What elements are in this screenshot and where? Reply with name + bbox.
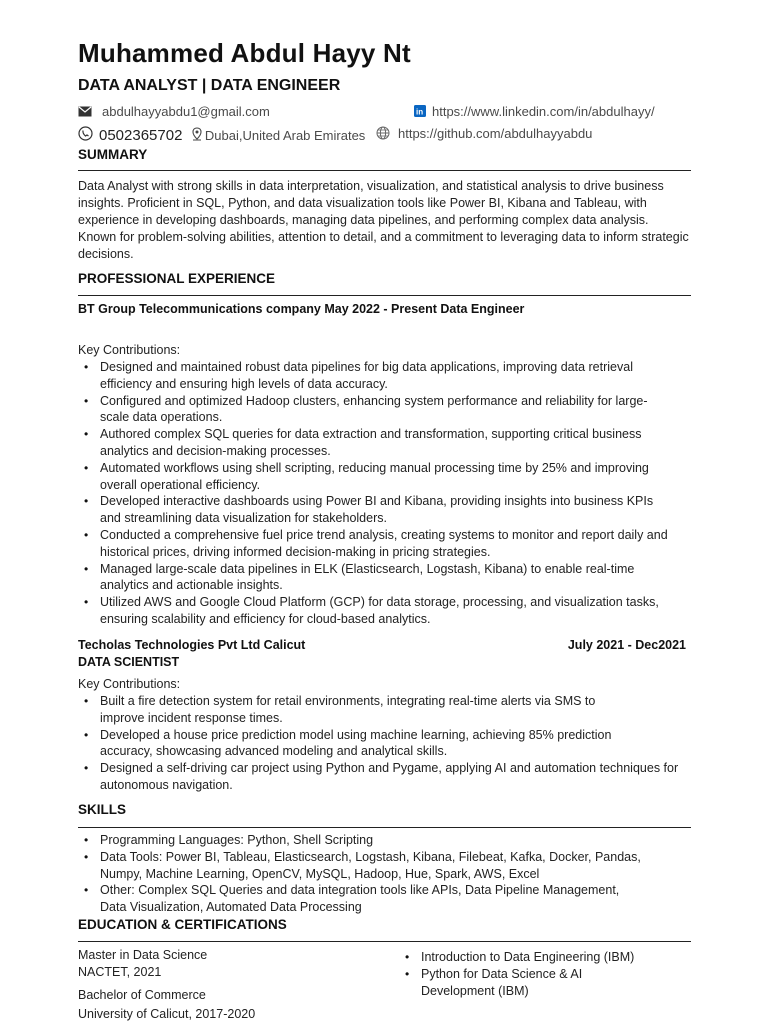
candidate-role: DATA ANALYST | DATA ENGINEER	[78, 77, 341, 94]
experience-divider	[78, 295, 691, 296]
list-item: • Configured and optimized Hadoop clusters, enhancing system performance and reliability for large-scale data operations.	[78, 393, 673, 427]
skills-list	[78, 832, 678, 916]
institution-1: NACTET, 2021	[78, 965, 162, 979]
phone-icon	[78, 126, 93, 146]
list-item: • Developed interactive dashboards using Power BI and Kibana, providing insights into business KPIs and streamlining data visualization for stakeholders.	[78, 493, 673, 527]
list-item: • Programming Languages: Python, Shell Scripting	[78, 832, 678, 849]
list-item: • Managed large-scale data pipelines in ELK (Elasticsearch, Logstash, Kibana) to enable real-time analytics and actionable insights.	[78, 561, 673, 595]
email-contact	[78, 104, 270, 120]
list-item: • Python for Data Science & AI Development (IBM)	[399, 966, 659, 1000]
list-item: • Built a fire detection system for retail environments, integrating real-time alerts via SMS to improve incident response times.	[78, 693, 688, 727]
list-item: • Utilized AWS and Google Cloud Platform (GCP) for data storage, processing, and visualization tasks, ensuring scalability and efficiency for cloud-based analytics.	[78, 594, 673, 628]
list-item: • Designed a self-driving car project using Python and Pygame, applying AI and automation techniques for autonomous navigation.	[78, 760, 688, 794]
list-item: • Designed and maintained robust data pipelines for big data applications, improving data retrieval efficiency and ensuring high levels of data accuracy.	[78, 359, 673, 393]
job2-dates: July 2021 - Dec2021	[567, 638, 686, 652]
job2-company: Techolas Technologies Pvt Ltd Calicut	[78, 638, 306, 652]
list-item: • Developed a house price prediction model using machine learning, achieving 85% prediction accuracy, showcasing advanced modeling and analytical skills.	[78, 727, 688, 761]
education-heading: EDUCATION & CERTIFICATIONS	[78, 917, 287, 932]
location: Dubai,United Arab Emirates	[204, 128, 366, 144]
svg-text:in: in	[416, 107, 424, 117]
list-item: • Automated workflows using shell scripting, reducing manual processing time by 25% and improving overall operational efficiency.	[78, 460, 673, 494]
skills-divider	[78, 827, 691, 828]
summary-heading: SUMMARY	[78, 147, 148, 162]
globe-icon	[376, 126, 390, 143]
candidate-name: Muhammed Abdul Hayy Nt	[78, 38, 411, 68]
job1-contributions-label: Key Contributions:	[78, 343, 181, 357]
linkedin-contact	[414, 104, 655, 120]
linkedin-link[interactable]: https://www.linkedin.com/in/abdulhayy/	[432, 104, 655, 119]
github-contact	[376, 126, 592, 143]
job2-contributions-list	[78, 693, 688, 794]
phone-number[interactable]: 0502365702	[99, 127, 183, 145]
certifications-list	[399, 949, 659, 999]
experience-heading: PROFESSIONAL EXPERIENCE	[78, 271, 276, 286]
location-pin-icon	[191, 127, 203, 146]
mail-icon	[78, 105, 92, 120]
list-item: • Other: Complex SQL Queries and data integration tools like APIs, Data Pipeline Management, Data Visualization, Automated Data Processing	[78, 882, 678, 916]
skills-heading: SKILLS	[78, 802, 127, 817]
list-item: • Data Tools: Power BI, Tableau, Elasticsearch, Logstash, Kibana, Filebeat, Kafka, Docker, Pandas, Numpy, Machine Learning, OpenCV, MySQL, Hadoop, Hue, Spark, AWS, Excel	[78, 849, 678, 883]
linkedin-icon	[414, 105, 426, 120]
contact-row-2	[78, 126, 365, 146]
job2-contributions-label: Key Contributions:	[78, 677, 181, 691]
list-item: • Authored complex SQL queries for data extraction and transformation, supporting critical business analytics and decision-making processes.	[78, 426, 673, 460]
degree-1: Master in Data Science	[78, 948, 208, 962]
job1-contributions-list	[78, 359, 673, 628]
education-divider	[78, 941, 691, 942]
summary-divider	[78, 170, 691, 171]
list-item: • Conducted a comprehensive fuel price trend analysis, creating systems to monitor and report daily and historical prices, driving informed decision-making in pricing strategies.	[78, 527, 673, 561]
email-link[interactable]: abdulhayyabdu1@gmail.com	[102, 104, 270, 119]
degree-2: Bachelor of Commerce	[78, 988, 206, 1002]
job1-title: BT Group Telecommunications company May 2022 - Present Data Engineer	[78, 302, 525, 316]
job2-title: DATA SCIENTIST	[78, 655, 180, 669]
institution-2: University of Calicut, 2017-2020	[78, 1007, 256, 1021]
github-link[interactable]: https://github.com/abdulhayyabdu	[398, 126, 593, 141]
summary-text: Data Analyst with strong skills in data interpretation, visualization, and statistical analysis to drive business insights. Proficient in SQL, Python, and data visualization tools like Power BI, Kibana and Tableau, with experience in developing dashboards, managing data pipelines, and performing complex data analysis. Known for problem-solving abilities, attention to detail, and a commitment to leveraging data to inform strategic decisions.	[78, 179, 689, 261]
list-item: • Introduction to Data Engineering (IBM)	[399, 949, 659, 966]
